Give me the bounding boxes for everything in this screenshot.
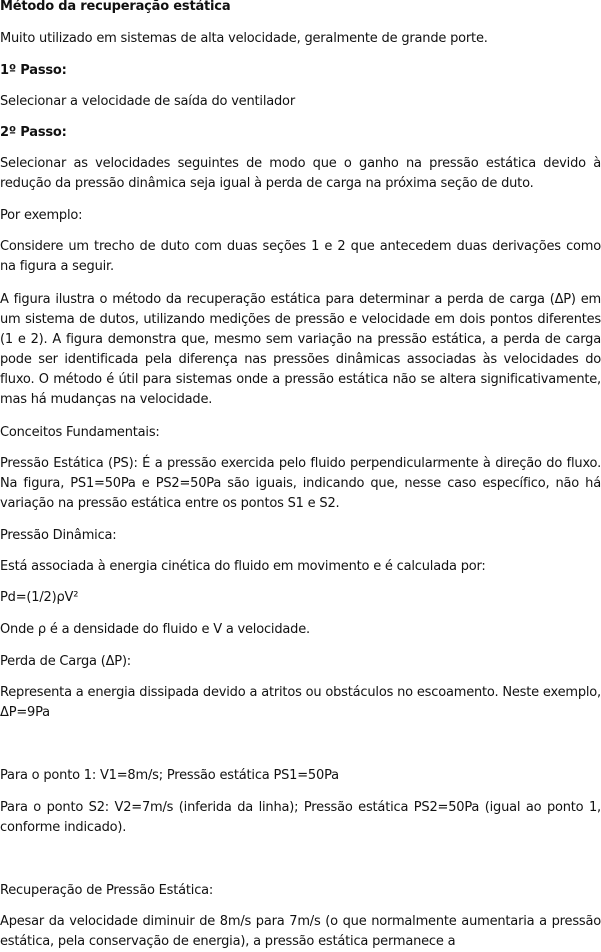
head-loss-paragraph: Representa a energia dissipada devido a atritos ou obstáculos no escoamento. Neste exemplo, ΔP=9Pa [0, 685, 601, 720]
recovery-heading: Recuperação de Pressão Estática: [0, 883, 214, 898]
formula-note: Onde ρ é a densidade do fluido e V a velocidade. [0, 622, 310, 637]
example-label: Por exemplo: [0, 208, 83, 223]
step1-heading: 1º Passo: [0, 63, 67, 78]
point1-paragraph: Para o ponto 1: V1=8m/s; Pressão estática PS1=50Pa [0, 768, 339, 783]
figure-description-paragraph: A figura ilustra o método da recuperação estática para determinar a perda de carga (ΔP) em um sistema de dutos, utilizando medições de pressão e velocidade em dois pontos diferentes (1 e 2). A figura demonstra que, mesmo sem variação na pressão estática, a perda de carga pode ser identificada pela diferença nas pressões dinâmicas associadas às velocidades do fluxo. O método é útil para sistemas onde a pressão estática não se altera significativamente, mas há mudanças na velocidade. [0, 292, 601, 407]
recovery-paragraph: Apesar da velocidade diminuir de 8m/s para 7m/s (o que normalmente aumentaria a pressão estática, pela conservação de energia), a pressão estática permanece a [0, 914, 601, 949]
head-loss-heading: Perda de Carga (ΔP): [0, 654, 131, 669]
intro-paragraph: Muito utilizado em sistemas de alta velocidade, geralmente de grande porte. [0, 31, 488, 46]
static-pressure-paragraph: Pressão Estática (PS): É a pressão exercida pelo fluido perpendicularmente à direção do fluxo. Na figura, PS1=50Pa e PS2=50Pa são iguais, indicando que, nesse caso específico, não há variação na pressão estática entre os pontos S1 e S2. [0, 456, 601, 511]
formula: Pd=(1/2)ρV² [0, 590, 79, 605]
dynamic-pressure-paragraph: Está associada à energia cinética do fluido em movimento e é calculada por: [0, 559, 486, 574]
dynamic-pressure-heading: Pressão Dinâmica: [0, 528, 117, 543]
point2-paragraph: Para o ponto S2: V2=7m/s (inferida da linha); Pressão estática PS2=50Pa (igual ao ponto 1, conforme indicado). [0, 800, 601, 835]
step2-heading: 2º Passo: [0, 125, 67, 140]
step2-paragraph: Selecionar as velocidades seguintes de modo que o ganho na pressão estática devido à redução da pressão dinâmica seja igual à perda de carga na próxima seção de duto. [0, 156, 601, 191]
example-paragraph: Considere um trecho de duto com duas seções 1 e 2 que antecedem duas derivações como na figura a seguir. [0, 239, 601, 274]
document-title: Método da recuperação estática [0, 0, 231, 14]
concepts-heading: Conceitos Fundamentais: [0, 425, 160, 440]
step1-paragraph: Selecionar a velocidade de saída do ventilador [0, 94, 295, 109]
